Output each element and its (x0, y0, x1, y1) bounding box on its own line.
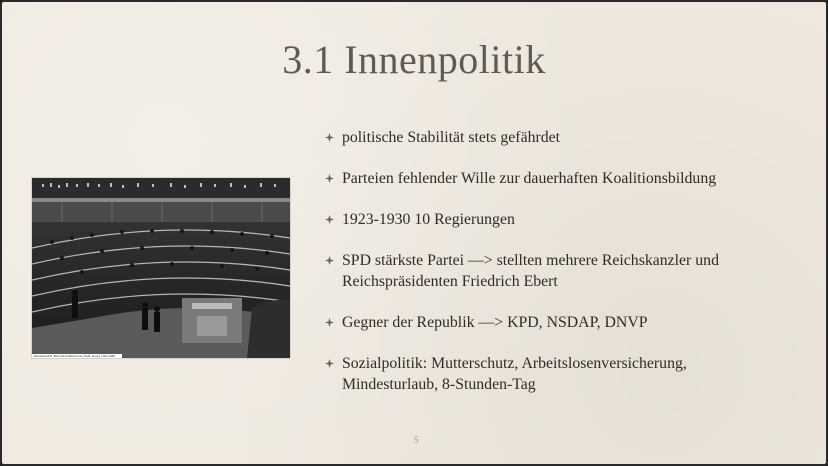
bullet-item (324, 168, 804, 189)
bullet-line: SPD stärkste Partei —> stellten mehrere Reichskanzler und (342, 252, 719, 269)
bullet-line: 1923-1930 10 Regierungen (342, 211, 515, 228)
diamond-star-icon (325, 174, 334, 183)
image-caption: Bundesarchiv, Bild 102-01903A Foto: Pahl, Georg | Mai 1928 (34, 354, 115, 358)
bullet-list (324, 122, 804, 395)
bullet-item (324, 353, 804, 395)
bullet-item (324, 209, 804, 230)
bullet-line: Parteien fehlender Wille zur dauerhaften Koalitionsbildung (342, 170, 717, 187)
bullet-line: Reichspräsidenten Friedrich Ebert (342, 273, 558, 290)
bullet-item (324, 250, 804, 292)
bullet-line: Sozialpolitik: Mutterschutz, Arbeitslosenversicherung, (342, 355, 687, 372)
bullet-item (324, 127, 804, 148)
bullet-line: politische Stabilität stets gefährdet (342, 129, 561, 146)
bullet-line: Gegner der Republik —> KPD, NSDAP, DNVP (342, 314, 648, 331)
diamond-star-icon (325, 359, 334, 368)
diamond-star-icon (325, 318, 334, 327)
page-number: 5 (413, 435, 419, 445)
reichstag-photo (32, 178, 290, 358)
diamond-star-icon (325, 256, 334, 265)
bullet-line: Mindesturlaub, 8-Stunden-Tag (342, 376, 536, 393)
bullet-item (324, 312, 804, 333)
slide-title: 3.1 Innenpolitik (282, 37, 546, 82)
diamond-star-icon (325, 133, 334, 142)
reichstag-photo-illustration (32, 178, 290, 358)
diamond-star-icon (325, 215, 334, 224)
